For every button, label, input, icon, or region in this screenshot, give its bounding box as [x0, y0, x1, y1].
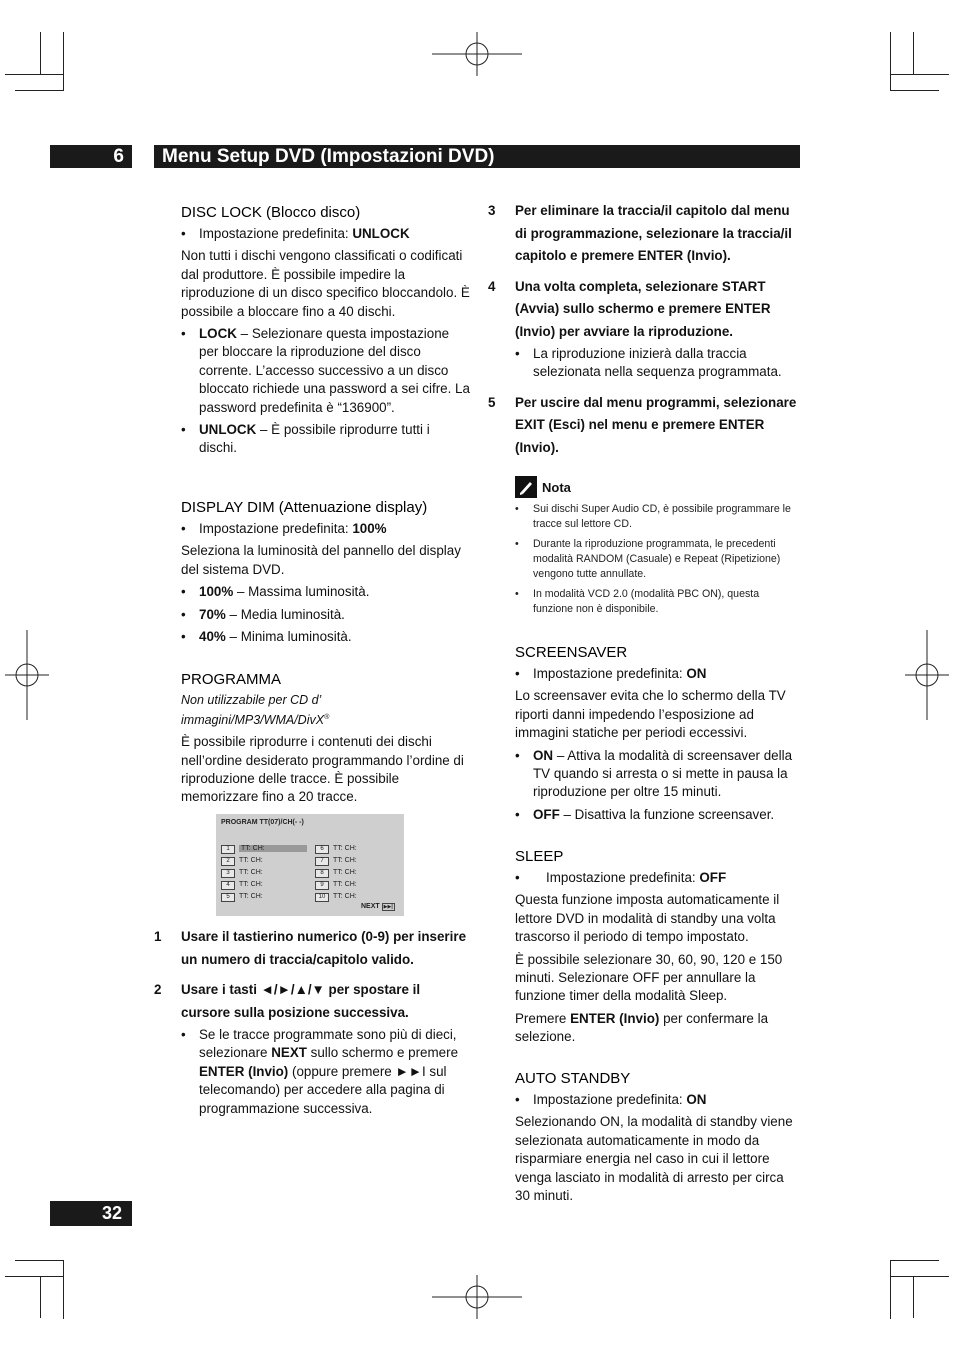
step-2: 2 Usare i tasti ◄/►/▲/▼ per spostare il cursore sulla posizione successiva. — [154, 982, 421, 1020]
auto-standby-heading: AUTO STANDBY — [515, 1070, 631, 1087]
left-column — [181, 203, 471, 462]
next-icon: ▶▶| — [383, 904, 393, 910]
screensaver-default: • Impostazione predefinita: ON — [515, 665, 800, 683]
nota-item: • Durante la riproduzione programmata, le precedenti modalità RANDOM (Casuale) e Repeat (Ripetizione) vengono tutte annullate. — [515, 537, 800, 582]
program-slot: 1 TT: CH: — [221, 844, 307, 853]
nota-box — [515, 476, 800, 622]
programma-steps — [154, 926, 471, 1122]
step-4: 4 Una volta completa, selezionare START (Avvia) sullo schermo e premere ENTER (Invio) per avviare la riproduzione. — [488, 278, 771, 339]
display-dim-default: • Impostazione predefinita: 100% — [181, 520, 471, 538]
screensaver-option-on: • ON – Attiva la modalità di screensaver della TV quando si arresta o si mette in pausa la riproduzione per oltre 15 minuti. — [515, 747, 800, 802]
registration-mark-top — [432, 32, 522, 76]
nota-item: • Sui dischi Super Audio CD, è possibile programmare le tracce sul lettore CD. — [515, 502, 800, 532]
program-slot: 4 TT: CH: — [221, 880, 263, 889]
display-dim-section — [181, 498, 471, 650]
screensaver-section — [515, 643, 800, 828]
auto-standby-section — [515, 1069, 800, 1209]
nota-title: Nota — [542, 479, 571, 495]
display-dim-option: • 70% – Media luminosità. — [181, 606, 471, 624]
right-steps — [488, 200, 803, 467]
chapter-title: Menu Setup DVD (Impostazioni DVD) — [154, 145, 800, 168]
sleep-default: • Impostazione predefinita: OFF — [515, 869, 800, 887]
screensaver-body: Lo screensaver evita che lo schermo della TV riporti danni impedendo l’esposizione ad immagini statiche per periodi eccessivi. — [515, 688, 786, 741]
note-pencil-icon — [515, 476, 537, 498]
page-number: 32 — [50, 1201, 132, 1226]
step-1: 1 Usare il tastierino numerico (0-9) per inserire un numero di traccia/capitolo valido. — [154, 929, 467, 967]
display-dim-body: Seleziona la luminosità del pannello del display del sistema DVD. — [181, 543, 461, 577]
sleep-body: Questa funzione imposta automaticamente il lettore DVD in modalità di standby una volta trascorso il periodo di tempo impostato. — [515, 892, 780, 945]
screensaver-option-off: • OFF – Disattiva la funzione screensaver. — [515, 806, 800, 824]
registration-mark-bottom — [432, 1275, 522, 1319]
disc-lock-default: • Impostazione predefinita: UNLOCK — [181, 225, 471, 243]
program-next: NEXT ▶▶| — [361, 903, 393, 910]
program-slot: 8 TT: CH: — [315, 868, 357, 877]
disc-lock-option-unlock: • UNLOCK – È possibile riprodurre tutti i dischi. — [181, 421, 471, 458]
auto-standby-body: Selezionando ON, la modalità di standby viene selezionata automaticamente in modo da risparmiare energia nel caso in cui il lettore venga lasciato in modalità di arresto per circa 30 minuti. — [515, 1114, 793, 1204]
step-5: 5 Per uscire dal menu programmi, selezionare EXIT (Esci) nel menu e premere ENTER (Invio). — [488, 394, 797, 455]
auto-standby-default: • Impostazione predefinita: ON — [515, 1091, 800, 1109]
program-slot: 6 TT: CH: — [315, 844, 357, 853]
programma-heading: PROGRAMMA — [181, 671, 282, 688]
nota-item: • In modalità VCD 2.0 (modalità PBC ON), questa funzione non è disponibile. — [515, 587, 800, 617]
sleep-heading: SLEEP — [515, 848, 564, 865]
step-2-bullet: • Se le tracce programmate sono più di dieci, selezionare NEXT sullo schermo e premere ENTER (Invio) (oppure premere ►►I sul telecomando) per accedere alla pagina di programmazione successiva. — [181, 1026, 471, 1118]
registration-mark-left — [5, 630, 49, 720]
disc-lock-option-lock: • LOCK – Selezionare questa impostazione per bloccare la riproduzione del disco corrente. L’accesso successivo a un disco bloccato richiede una password a sei cifre. La password predefinita è “136900”. — [181, 325, 471, 417]
display-dim-option: • 100% – Massima luminosità. — [181, 583, 471, 601]
programma-section — [181, 670, 471, 811]
chapter-number: 6 — [50, 145, 132, 168]
step-4-bullet: • La riproduzione inizierà dalla traccia selezionata nella sequenza programmata. — [515, 345, 803, 382]
screensaver-heading: SCREENSAVER — [515, 644, 628, 661]
program-slot: 10 TT: CH: — [315, 892, 357, 901]
sleep-options-text: È possibile selezionare 30, 60, 90, 120 e 150 minuti. Selezionare OFF per annullare la funzione timer della modalità Sleep. — [515, 951, 783, 1004]
program-screen-illustration — [216, 814, 404, 916]
sleep-section — [515, 847, 800, 1051]
program-slot: 9 TT: CH: — [315, 880, 357, 889]
display-dim-heading: DISPLAY DIM (Attenuazione display) — [181, 499, 428, 516]
programma-body: È possibile riprodurre i contenuti dei dischi nell’ordine desiderato programmando l’ordine di riproduzione delle tracce. È possibile memorizzare fino a 20 tracce. — [181, 734, 464, 805]
program-slot: 2 TT: CH: — [221, 856, 263, 865]
step-3: 3 Per eliminare la traccia/il capitolo dal menu di programmazione, selezionare la traccia/il capitolo e premere ENTER (Invio). — [488, 203, 792, 263]
sleep-confirm-text: Premere ENTER (Invio) per confermare la selezione. — [515, 1010, 769, 1045]
registration-mark-right — [905, 630, 949, 720]
disc-lock-heading: DISC LOCK (Blocco disco) — [181, 204, 361, 221]
program-slot: 7 TT: CH: — [315, 856, 357, 865]
program-slot: 3 TT: CH: — [221, 868, 263, 877]
programma-note: Non utilizzabile per CD d’ immagini/MP3/WMA/DivX® — [181, 693, 330, 728]
program-screen-title: PROGRAM TT(07)/CH(- -) — [221, 819, 304, 826]
disc-lock-body: Non tutti i dischi vengono classificati o codificati dal produttore. È possibile impedire la riproduzione di un disco specifico bloccandolo. È possibile a bloccare fino a 40 dischi. — [181, 248, 470, 319]
program-slot: 5 TT: CH: — [221, 892, 263, 901]
display-dim-option: • 40% – Minima luminosità. — [181, 628, 471, 646]
